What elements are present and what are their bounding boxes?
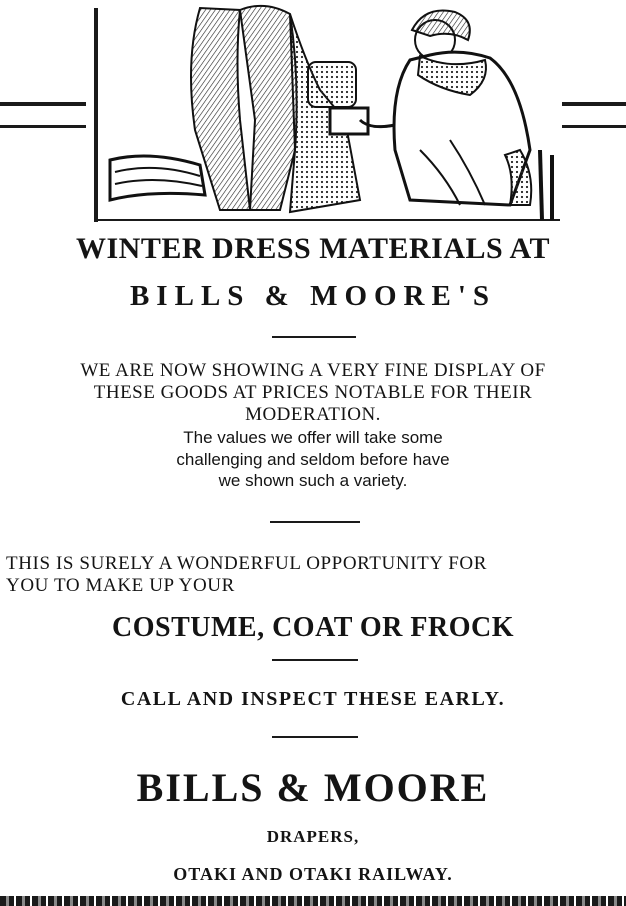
display-line-2: THESE GOODS AT PRICES NOTABLE FOR THEIR bbox=[93, 382, 533, 403]
opportunity-line-2: YOU TO MAKE UP YOUR bbox=[6, 575, 235, 596]
fabric-bolt-1 bbox=[191, 8, 250, 210]
call-to-action: CALL AND INSPECT THESE EARLY. bbox=[120, 688, 506, 710]
footer-store-name: BILLS & MOORE bbox=[136, 765, 490, 810]
divider-4 bbox=[272, 736, 358, 738]
divider-3 bbox=[272, 659, 358, 661]
left-ornament-bar-2 bbox=[0, 125, 86, 128]
shopper-with-fabric-bolts-illustration bbox=[90, 0, 560, 222]
divider-2 bbox=[270, 521, 360, 523]
footer-location: OTAKI AND OTAKI RAILWAY. bbox=[173, 864, 453, 884]
divider-1 bbox=[272, 336, 356, 338]
values-line-1: The values we offer will take some bbox=[183, 428, 443, 447]
garments-heading: COSTUME, COAT OR FROCK bbox=[112, 612, 514, 643]
footer-trade: DRAPERS, bbox=[266, 827, 360, 846]
display-line-3: MODERATION. bbox=[245, 404, 381, 425]
headline: WINTER DRESS MATERIALS AT bbox=[76, 232, 550, 265]
store-name: BILLS & MOORE'S bbox=[129, 280, 497, 312]
opportunity-line-1: THIS IS SURELY A WONDERFUL OPPORTUNITY FOR bbox=[6, 553, 488, 574]
bottom-border bbox=[0, 896, 626, 906]
values-line-2: challenging and seldom before have bbox=[176, 450, 450, 469]
right-ornament-bar-2 bbox=[562, 125, 626, 128]
draped-cloth bbox=[110, 156, 205, 200]
right-ornament-bar bbox=[562, 102, 626, 106]
fabric-bolt-2 bbox=[240, 6, 297, 210]
left-ornament-bar bbox=[0, 102, 86, 106]
display-line-1: WE ARE NOW SHOWING A VERY FINE DISPLAY OF bbox=[80, 360, 546, 381]
values-line-3: we shown such a variety. bbox=[218, 471, 408, 490]
